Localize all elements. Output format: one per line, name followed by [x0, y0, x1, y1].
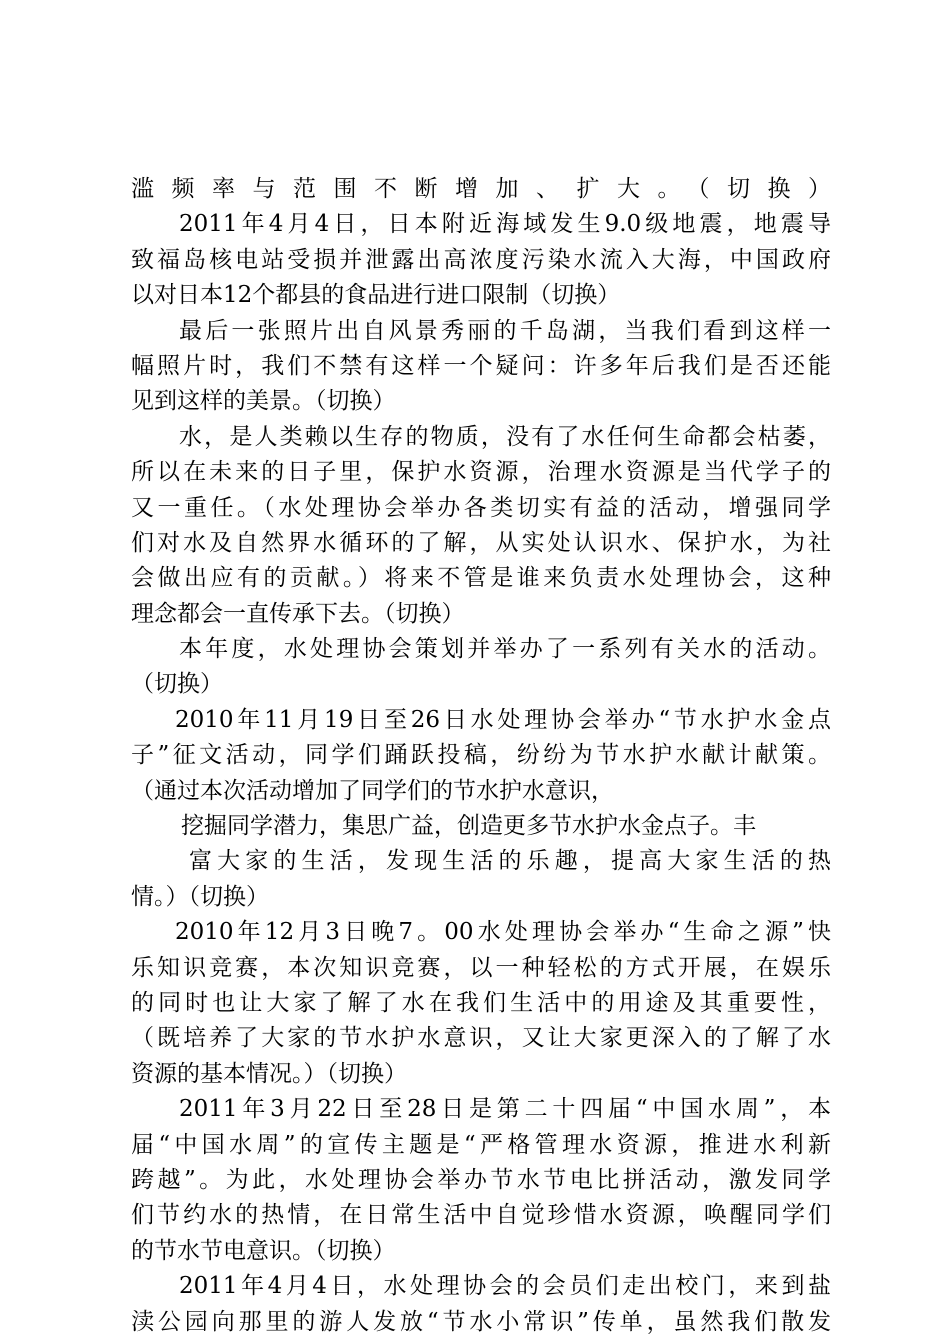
text-line: 2011年4月4日，水处理协会的会员们走出校门，来到盐 — [179, 1273, 831, 1300]
text-line: 致福岛核电站受损并泄露出高浓度污染水流入大海，中国政府 — [131, 246, 831, 273]
text-line: 幅照片时，我们不禁有这样一个疑问：许多年后我们是否还能 — [131, 352, 831, 379]
text-line: 又一重任。（水处理协会举办各类切实有益的活动，增强同学 — [131, 494, 831, 521]
text-line: 2010年11月19日至26日水处理协会举办“节水护水金点 — [175, 706, 831, 733]
text-line: 们对水及自然界水循环的了解，从实处认识水、保护水，为社 — [131, 529, 831, 556]
text-line: 的节水节电意识。（切换） — [131, 1237, 396, 1264]
text-line: 届“中国水周”的宣传主题是“严格管理水资源，推进水利新 — [131, 1131, 831, 1158]
text-line: 的同时也让大家了解了水在我们生活中的用途及其重要性， — [131, 989, 831, 1016]
text-line: 资源的基本情况。）（切换） — [131, 1060, 407, 1087]
text-line: 2011年3月22日至28日是第二十四届“中国水周”，本 — [179, 1096, 831, 1123]
text-line: （通过本次活动增加了同学们的节水护水意识， — [131, 777, 614, 804]
text-line: 所以在未来的日子里，保护水资源，治理水资源是当代学子的 — [131, 459, 831, 486]
document-body — [131, 172, 831, 1340]
text-line: （既培养了大家的节水护水意识，又让大家更深入的了解了水 — [131, 1025, 831, 1052]
text-line: 水，是人类赖以生存的物质，没有了水任何生命都会枯萎， — [179, 423, 831, 450]
text-line: 们节约水的热情，在日常生活中自觉珍惜水资源，唤醒同学们 — [131, 1202, 831, 1229]
text-line: 2011年4月4日，日本附近海域发生9.0级地震，地震导 — [179, 211, 831, 238]
text-line: 子”征文活动，同学们踊跃投稿，纷纷为节水护水献计献策。 — [131, 742, 831, 769]
text-line: （切换） — [131, 671, 223, 698]
text-line: 挖掘同学潜力，集思广益，创造更多节水护水金点子。丰 — [181, 813, 756, 840]
text-line: 乐知识竞赛，本次知识竞赛，以一种轻松的方式开展，在娱乐 — [131, 954, 831, 981]
text-line: 最后一张照片出自风景秀丽的千岛湖，当我们看到这样一 — [179, 317, 831, 344]
text-line: 见到这样的美景。（切换） — [131, 388, 396, 415]
text-line: 富大家的生活，发现生活的乐趣，提高大家生活的热 — [189, 848, 831, 875]
text-line: 本年度，水处理协会策划并举办了一系列有关水的活动。 — [179, 636, 831, 663]
text-line: 滥频率与范围不断增加、扩大。（切换） — [131, 176, 831, 202]
text-line: 2010年12月3日晚7。00水处理协会举办“生命之源”快 — [175, 919, 831, 946]
text-line: 会做出应有的贡献。）将来不管是谁来负责水处理协会，这种 — [131, 565, 831, 592]
text-line: 情。）（切换） — [131, 883, 269, 910]
text-line: 渎公园向那里的游人发放“节水小常识”传单，虽然我们散发 — [131, 1308, 831, 1335]
text-line: 以对日本12个都县的食品进行进口限制（切换） — [131, 282, 621, 309]
text-line: 理念都会一直传承下去。（切换） — [131, 600, 465, 627]
text-line: 跨越”。为此，水处理协会举办节水节电比拼活动，激发同学 — [131, 1166, 831, 1193]
